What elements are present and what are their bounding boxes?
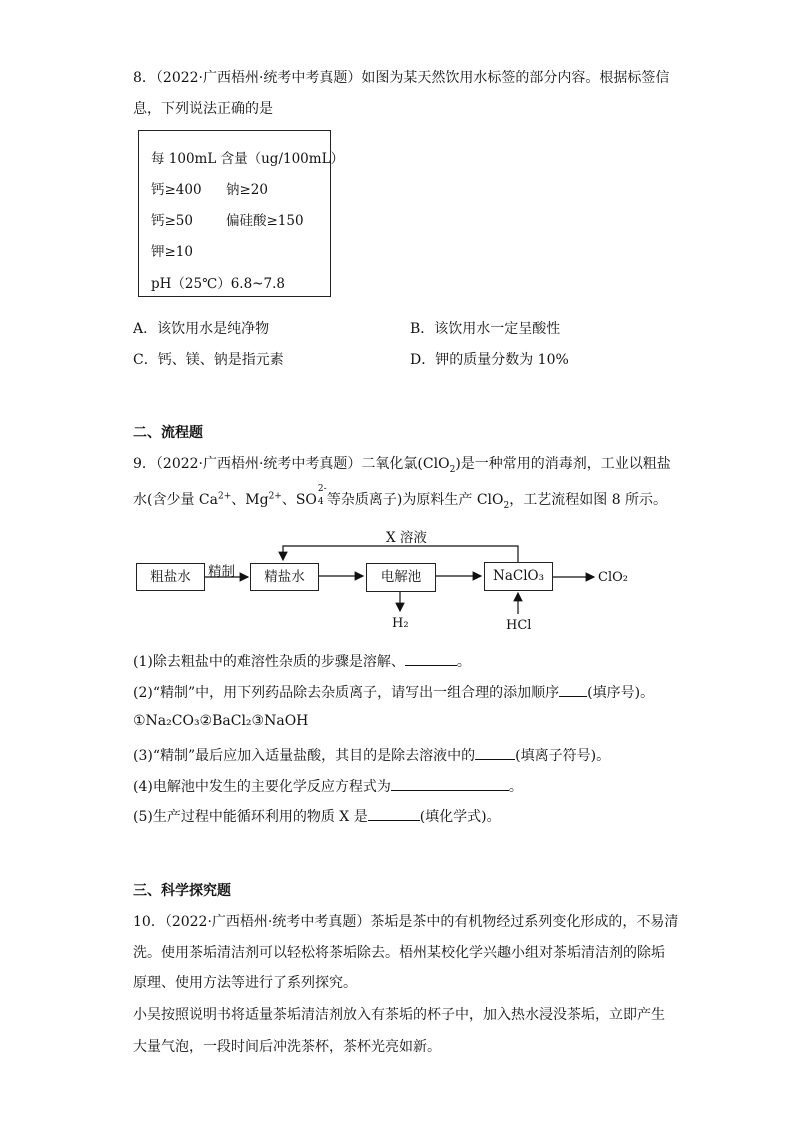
label-metasilicic-acid: 偏硅酸≥150 xyxy=(226,213,304,229)
flow-input-hcl: HCl xyxy=(506,618,532,633)
q10-stem-line5: 大量气泡，一段时间后冲洗茶杯，茶杯光亮如新。 xyxy=(133,1039,441,1055)
q9-stem-line2: 水(含少量 $Ca^{2+}$、$Mg^{2+}$、SO 2- 4 等杂质离子)为原料生产 ClO$_2$，工艺流程如图 8 所示。 xyxy=(133,484,668,511)
answer-blank-4[interactable] xyxy=(391,776,509,791)
flow-x-solution-label: X 溶液 xyxy=(386,530,427,546)
label-potassium: 钾≥10 xyxy=(151,244,193,260)
arrow-x-recycle xyxy=(283,546,518,562)
q8-option-c[interactable]: C．钙、镁、钠是指元素 xyxy=(133,352,284,368)
flow-refine-label: 精制 xyxy=(208,564,235,580)
q10-stem-line3: 原理、使用方法等进行了系列探究。 xyxy=(133,975,357,991)
q9-part-2: (2)“精制”中，用下列药品除去杂质离子，请写出一组合理的添加顺序 (填序号)。 xyxy=(133,682,654,702)
label-title: 每 100mL 含量（ug/100mL） xyxy=(151,151,345,167)
flow-node-refined-brine: 精盐水 xyxy=(250,563,319,591)
label-calcium-2: 钙≥50 xyxy=(151,213,193,229)
label-calcium: 钙≥400 xyxy=(151,182,202,198)
q10-stem-line4: 小吴按照说明书将适量茶垢清洁剂放入有茶垢的杯子中，加入热水浸没茶垢，立即产生 xyxy=(133,1007,665,1023)
flow-product-clo2: ClO₂ xyxy=(598,570,628,585)
flow-byproduct-h2: H₂ xyxy=(392,616,409,631)
q9-part-4: (4)电解池中发生的主要化学反应方程式为 。 xyxy=(133,776,523,796)
q9-part-1: (1)除去粗盐中的难溶性杂质的步骤是溶解、 。 xyxy=(133,651,471,671)
answer-blank-1[interactable] xyxy=(405,651,457,666)
answer-blank-3[interactable] xyxy=(475,745,515,760)
q8-stem-line1: 8．（2022·广西梧州·统考中考真题）如图为某天然饮用水标签的部分内容。根据标签信 xyxy=(133,70,670,86)
section-2-title: 二、流程题 xyxy=(133,425,203,441)
q8-option-a[interactable]: A．该饮用水是纯净物 xyxy=(133,321,270,337)
q8-option-d[interactable]: D．钾的质量分数为 10% xyxy=(410,352,569,368)
flow-node-electrolytic-cell: 电解池 xyxy=(366,563,436,592)
q9-part-3: (3)“精制”最后应加入适量盐酸，其目的是除去溶液中的 (填离子符号)。 xyxy=(133,745,610,765)
q9-stem-line1: 9．（2022·广西梧州·统考中考真题）二氧化氯(ClO$_2$)是一种常用的消毒剂，工业以粗盐 xyxy=(133,456,671,475)
flow-node-naclo3: NaClO₃ xyxy=(484,562,553,591)
label-ph: pH（25℃）6.8~7.8 xyxy=(151,276,285,292)
flow-node-crude-brine: 粗盐水 xyxy=(136,563,205,591)
q9-part-5: (5)生产过程中能循环利用的物质 X 是 (填化学式)。 xyxy=(133,806,501,826)
q10-stem-line2: 洗。使用茶垢清洁剂可以轻松将茶垢除去。梧州某校化学兴趣小组对茶垢清洁剂的除垢 xyxy=(133,945,665,961)
q8-stem-line2: 息，下列说法正确的是 xyxy=(133,101,273,117)
q10-stem-line1: 10．（2022·广西梧州·统考中考真题）茶垢是茶中的有机物经过系列变化形成的，不易清 xyxy=(133,914,679,930)
answer-blank-2[interactable] xyxy=(559,682,587,697)
label-sodium: 钠≥20 xyxy=(226,182,268,198)
answer-blank-5[interactable] xyxy=(368,806,420,821)
section-3-title: 三、科学探究题 xyxy=(133,883,231,899)
q8-option-b[interactable]: B．该饮用水一定呈酸性 xyxy=(410,321,561,337)
q9-part-2-options: ①Na₂CO₃②BaCl₂③NaOH xyxy=(133,713,309,729)
